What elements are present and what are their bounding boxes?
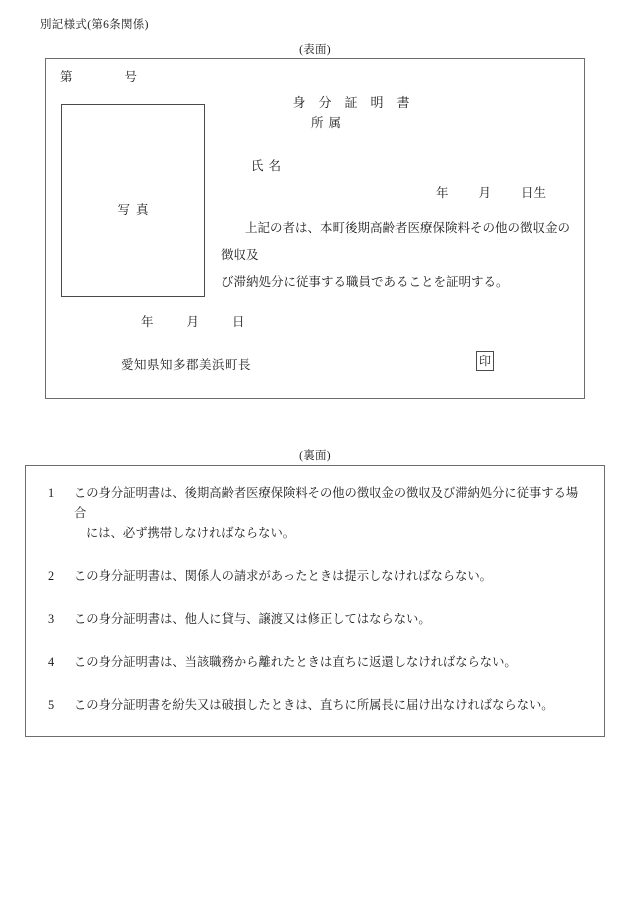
issue-year-label: 年 bbox=[141, 315, 154, 329]
note-line-1: この身分証明書は、当該職務から離れたときは直ちに返還しなければならない。 bbox=[74, 655, 517, 669]
certification-body-line-1: 上記の者は、本町後期高齢者医療保険料その他の徴収金の徴収及 bbox=[221, 221, 571, 262]
note-item bbox=[48, 609, 590, 629]
note-number: 4 bbox=[48, 655, 55, 669]
note-number: 2 bbox=[48, 569, 55, 583]
note-item bbox=[48, 483, 590, 543]
front-side-label: (表面) bbox=[299, 44, 331, 56]
note-number: 1 bbox=[48, 486, 55, 500]
issue-date-field bbox=[141, 312, 245, 330]
id-card-back bbox=[25, 465, 605, 737]
note-line-1: この身分証明書を紛失又は破損したときは、直ちに所属長に届け出なければならない。 bbox=[74, 698, 554, 712]
note-line-1: この身分証明書は、後期高齢者医療保険料その他の徴収金の徴収及び滞納処分に従事する場合 bbox=[74, 486, 579, 520]
certification-body-line-2: び滞納処分に従事する職員であることを証明する。 bbox=[221, 275, 509, 289]
back-side-label: (裏面) bbox=[299, 450, 331, 462]
birth-date-field bbox=[436, 183, 546, 201]
note-item bbox=[48, 695, 590, 715]
note-line-1: この身分証明書は、他人に貸与、譲渡又は修正してはならない。 bbox=[74, 612, 431, 626]
photo-placeholder-box bbox=[61, 104, 205, 297]
note-line-2: には、必ず携帯しなければならない。 bbox=[86, 526, 296, 540]
note-text bbox=[74, 609, 590, 629]
note-number: 3 bbox=[48, 612, 55, 626]
photo-label: 写真 bbox=[117, 203, 155, 217]
form-reference-label: 別記様式(第6条関係) bbox=[40, 19, 149, 31]
document-number-field bbox=[60, 67, 137, 85]
seal-stamp-box: 印 bbox=[476, 351, 494, 371]
document-number-prefix: 第 bbox=[60, 70, 73, 84]
note-item bbox=[48, 566, 590, 586]
note-item bbox=[48, 652, 590, 672]
birth-month-label: 月 bbox=[478, 186, 492, 200]
document-number-suffix: 号 bbox=[124, 70, 138, 84]
id-card-front bbox=[45, 58, 585, 399]
birth-day-label: 日生 bbox=[521, 186, 547, 200]
affiliation-label: 所属 bbox=[310, 116, 346, 130]
note-text bbox=[74, 483, 590, 543]
name-label: 氏名 bbox=[251, 159, 287, 173]
note-text bbox=[74, 652, 590, 672]
issuer-name: 愛知県知多郡美浜町長 bbox=[121, 358, 252, 372]
note-text bbox=[74, 695, 590, 715]
issue-month-label: 月 bbox=[186, 315, 200, 329]
note-text bbox=[74, 566, 590, 586]
certificate-title: 身分証明書 bbox=[292, 95, 423, 110]
issue-day-label: 日 bbox=[232, 315, 245, 329]
note-number: 5 bbox=[48, 698, 55, 712]
certification-body-text bbox=[221, 215, 571, 296]
notes-list bbox=[48, 483, 590, 738]
birth-year-label: 年 bbox=[436, 186, 449, 200]
note-line-1: この身分証明書は、関係人の請求があったときは提示しなければならない。 bbox=[74, 569, 492, 583]
